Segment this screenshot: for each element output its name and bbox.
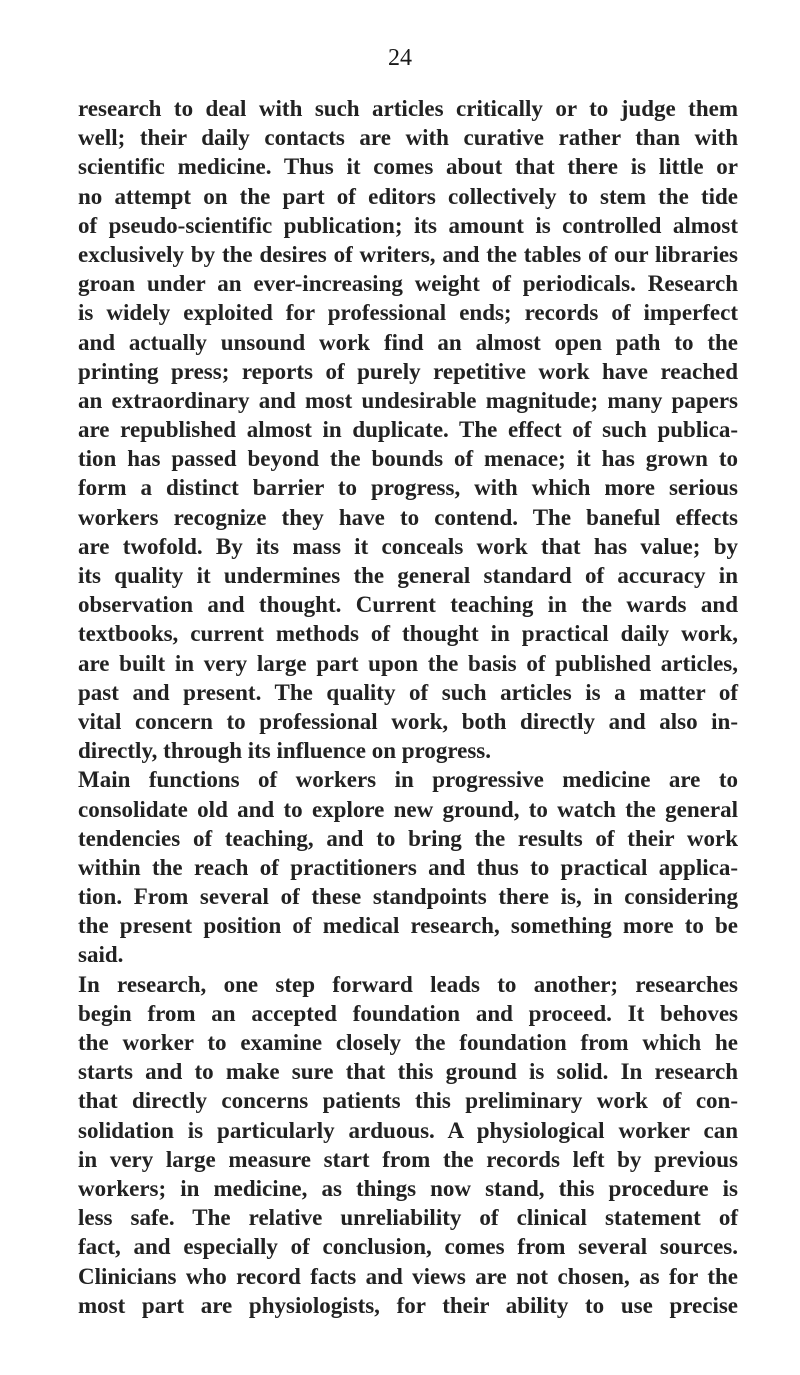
text-line: begin from an accepted foundation and proceed. It behoves xyxy=(78,1000,738,1026)
text-line: directly, through its influence on progress. xyxy=(78,738,491,764)
text-line: starts and to make sure that this ground is solid. In research xyxy=(78,1059,738,1085)
text-line: form a distinct barrier to progress, with which more serious xyxy=(78,475,738,501)
text-line: vital concern to professional work, both directly and also in- xyxy=(78,708,738,734)
text-line: printing press; reports of purely repetitive work have reached xyxy=(78,358,738,384)
text-line: observation and thought. Current teaching in the wards and xyxy=(78,592,738,618)
text-line: Main functions of workers in progressive medicine are to xyxy=(78,767,738,793)
text-line: are republished almost in duplicate. The effect of such publica- xyxy=(78,417,738,443)
text-line: workers recognize they have to contend. The baneful effects xyxy=(78,504,738,530)
text-line: textbooks, current methods of thought in practical daily work, xyxy=(78,621,738,647)
page-number: 24 xyxy=(388,45,412,71)
text-line: research to deal with such articles critically or to judge them xyxy=(78,96,738,121)
text-line: the present position of medical research, something more to be xyxy=(78,913,738,939)
text-line: Clinicians who record facts and views are not chosen, as for the xyxy=(78,1263,738,1289)
text-line: tendencies of teaching, and to bring the results of their work xyxy=(78,825,738,851)
text-line: is widely exploited for professional ends; records of imperfect xyxy=(78,300,738,326)
text-line: workers; in medicine, as things now stand, this procedure is xyxy=(78,1175,738,1201)
text-line: its quality it undermines the general standard of accuracy in xyxy=(78,563,738,588)
text-line: exclusively by the desires of writers, and the tables of our libraries xyxy=(78,241,738,267)
text-line: well; their daily contacts are with curative rather than with xyxy=(78,125,738,151)
text-line: groan under an ever-increasing weight of periodicals. Research xyxy=(78,271,738,297)
text-line: no attempt on the part of editors collectively to stem the tide xyxy=(78,183,738,209)
text-line: are built in very large part upon the basis of published articles, xyxy=(78,650,738,676)
text-line: In research, one step forward leads to another; researches xyxy=(78,971,738,997)
text-line: fact, and especially of conclusion, comes from several sources. xyxy=(78,1234,738,1260)
text-line: that directly concerns patients this preliminary work of con- xyxy=(78,1088,738,1114)
text-line: most part are physiologists, for their ability to use precise xyxy=(78,1292,738,1318)
text-line: and actually unsound work find an almost open path to the xyxy=(78,329,738,355)
text-line: of pseudo-scientific publication; its amount is controlled almost xyxy=(78,212,738,238)
text-line: the worker to examine closely the foundation from which he xyxy=(78,1030,738,1055)
text-line: tion has passed beyond the bounds of menace; it has grown to xyxy=(78,446,738,472)
body-text xyxy=(78,94,738,1320)
text-line: said. xyxy=(78,942,124,968)
text-line: scientific medicine. Thus it comes about that there is little or xyxy=(78,154,738,180)
text-line: tion. From several of these standpoints there is, in considering xyxy=(78,884,738,910)
text-line: in very large measure start from the records left by previous xyxy=(78,1146,738,1172)
text-line: solidation is particularly arduous. A physiological worker can xyxy=(78,1117,738,1143)
text-line: consolidate old and to explore new ground, to watch the general xyxy=(78,796,738,822)
text-line: an extraordinary and most undesirable magnitude; many papers xyxy=(78,387,738,413)
text-line: less safe. The relative unreliability of clinical statement of xyxy=(78,1205,738,1231)
text-line: within the reach of practitioners and thus to practical applica- xyxy=(78,854,738,880)
text-line: past and present. The quality of such articles is a matter of xyxy=(78,679,738,705)
text-line: are twofold. By its mass it conceals work that has value; by xyxy=(78,533,738,559)
